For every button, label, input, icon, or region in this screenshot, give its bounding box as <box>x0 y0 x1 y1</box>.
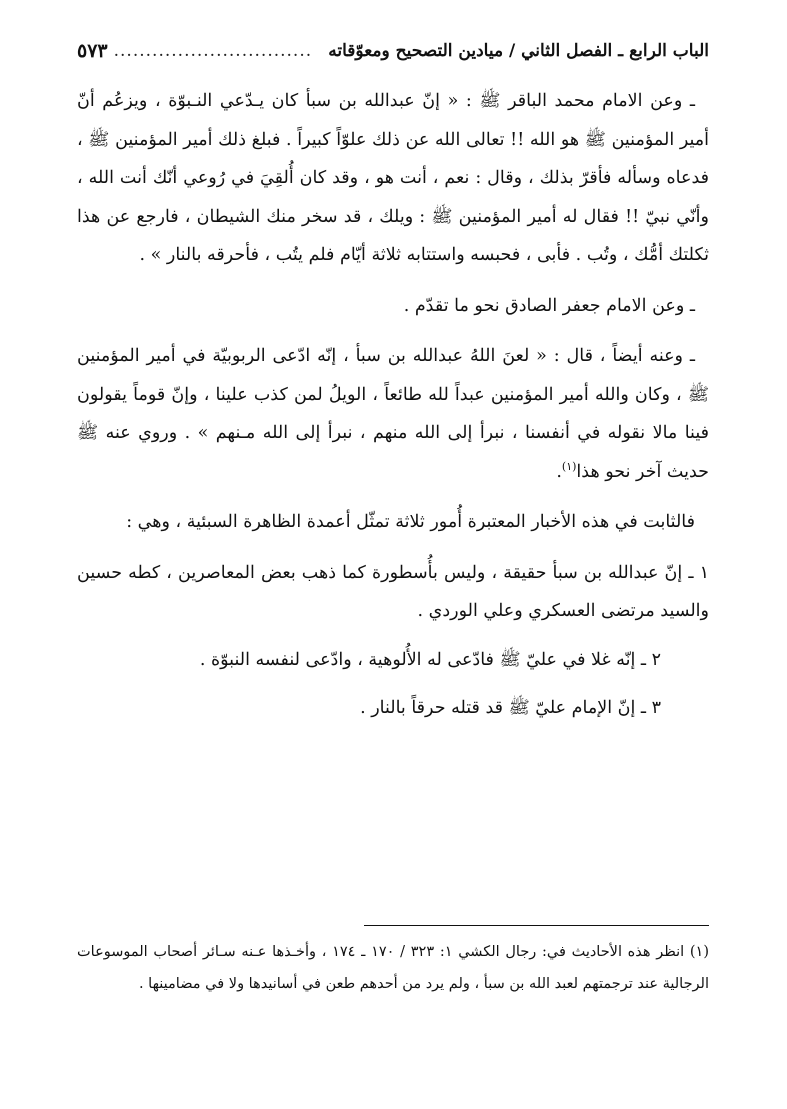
page-number: ٥٧٣ <box>77 40 108 62</box>
closing-period: . <box>556 461 562 482</box>
paragraph-sadiq-narration: ـ وعن الامام جعفر الصادق نحو ما تقدّم . <box>403 295 695 316</box>
list-item-2: ٢ ـ إنّه غلا في عليّ ﷺ فادّعى له الأُلوهية ، وادّعى لنفسه النبوّة . <box>199 649 661 670</box>
leader-dots: ............................... <box>113 41 313 61</box>
list-item-3: ٣ ـ إنّ الإمام عليّ ﷺ قد قتله حرقاً بالنار . <box>360 698 661 718</box>
footnotes <box>77 936 709 1000</box>
footnote-separator <box>364 925 709 926</box>
paragraph-sadiq-second-narration <box>77 337 709 491</box>
paragraph-text: ـ وعنه أيضاً ، قال : « لعنَ اللهُ عبدالله بن سبأ ، إنّه ادّعى الربوبيّة في أمير المؤمنين ﷺ ، وكان والله أمير المؤمنين عبداً لله طائعاً ، الويلُ لمن كذب علينا ، وإنّ قوماً يقولون فينا مالا نقوله في أنفسنا ، نبرأ إلى الله منهم ، نبرأ إلى الله مـنهم » . وروي عنه ﷺ حديث آخر نحو هذا <box>77 346 709 482</box>
footnote-1: (١) انظر هذه الأحاديث في: رجال الكشي ١: ٣٢٣ / ١٧٠ ـ ١٧٤ ، وأخـذها عـنه سـائر أصحاب الموسوعات الرجالية عند ترجمتهم لعبد الله بن سبأ ، ولم يرد من أحدهم طعن في أسانيدها ولا في مضامينها . <box>77 944 709 992</box>
paragraph-conclusion: فالثابت في هذه الأخبار المعتبرة أُمور ثلاثة تمثّل أعمدة الظاهرة السبئية ، وهي : <box>126 512 695 532</box>
running-title: الباب الرابع ـ الفصل الثاني / ميادين التصحيح ومعوّقاته <box>328 41 709 61</box>
running-header <box>77 34 709 68</box>
list-item-1: ١ ـ إنّ عبدالله بن سبأ حقيقة ، وليس بأُسطورة كما ذهب بعض المعاصرين ، كطه حسين والسيد مرتضى العسكري وعلي الوردي . <box>77 562 709 621</box>
footnote-marker[interactable]: (١) <box>561 459 577 473</box>
paragraph-baqir-narration: ـ وعن الامام محمد الباقر ﷺ : « إنّ عبدالله بن سبأ كان يـدّعي النـبوّة ، ويزعُم أنّ أمير المؤمنين ﷺ هو الله !! تعالى الله عن ذلك علوّاً كبيراً . فبلغ ذلك أمير المؤمنين ﷺ ، فدعاه وسأله فأقرّ بذلك ، وقال : نعم ، أنت هو ، وقد كان أُلقِيَ في رُوعي أنّك أنت الله ، وأنّي نبيّ !! فقال له أمير المؤمنين ﷺ : ويلك ، قد سخر منك الشيطان ، فارجع عن هذا ثكلتك أمُّك ، وتُب . فأبى ، فحبسه واستتابه ثلاثة أيّام فلم يتُب ، فأحرقه بالنار » . <box>77 91 709 265</box>
main-text <box>77 82 709 728</box>
